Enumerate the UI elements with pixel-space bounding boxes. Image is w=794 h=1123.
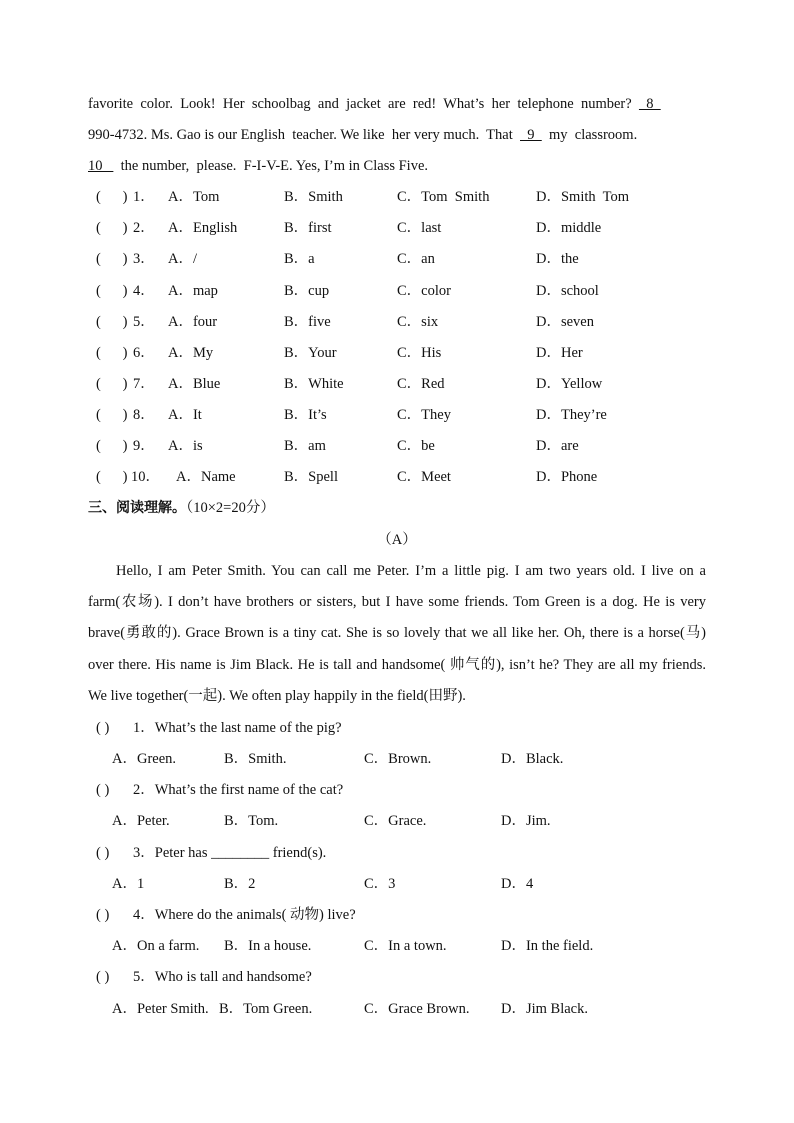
option-b: B．It’s <box>284 407 327 423</box>
option-a: A．four <box>168 314 218 330</box>
blank-9: 9 <box>520 127 542 143</box>
option-d: D．the <box>536 251 579 267</box>
question-text: 5．Who is tall and handsome? <box>133 969 312 985</box>
answer-options <box>112 875 712 893</box>
option-a: A．is <box>168 438 203 454</box>
answer-paren[interactable]: ( ) <box>96 907 110 923</box>
question-number: 8． <box>133 407 155 423</box>
cloze-question-row <box>88 313 708 331</box>
cloze-question-row <box>88 188 708 206</box>
option-b: B．Your <box>284 345 337 361</box>
option-c: C．last <box>397 220 442 236</box>
option-d: D．Yellow <box>536 376 603 392</box>
option-a: A．It <box>168 407 202 423</box>
answer-options <box>112 1000 712 1018</box>
option-c: C．be <box>397 438 435 454</box>
question-number: 10． <box>131 469 160 485</box>
answer-paren[interactable]: ( ) <box>96 376 128 392</box>
section-heading <box>88 499 275 517</box>
option-d: D．Smith Tom <box>536 189 629 205</box>
question-number: 7． <box>133 376 155 392</box>
option-a: A．Green. <box>112 751 177 767</box>
option-a: A．English <box>168 220 238 236</box>
blank-8: 8 <box>638 96 661 112</box>
passage-label: （A） <box>377 532 417 548</box>
option-b: B．Tom Green. <box>219 1001 313 1017</box>
option-b: B．am <box>284 438 326 454</box>
cloze-question-row <box>88 219 708 237</box>
option-d: D．4 <box>501 876 534 892</box>
answer-options <box>112 937 712 955</box>
blank-10: 10 <box>88 158 114 174</box>
option-b: B．Smith <box>284 189 343 205</box>
answer-paren[interactable]: ( ) <box>96 782 110 798</box>
option-c: C．His <box>397 345 442 361</box>
cloze-question-row <box>88 406 708 424</box>
intro-line <box>88 126 637 144</box>
question-text: 1．What’s the last name of the pig? <box>133 720 342 736</box>
option-a: A．1 <box>112 876 145 892</box>
option-b: B．a <box>284 251 315 267</box>
option-a: A．Tom <box>168 189 220 205</box>
answer-paren[interactable]: ( ) <box>96 345 128 361</box>
passage-text: Hello, I am Peter Smith. You can call me Peter. I’m a little pig. I am two years old. I live on a farm(农场). I don’t have brothers or sisters, but I have some friends. Tom Green is a dog. He is very brave(勇敢的). Grace Brown is a tiny cat. She is so lovely that we all like her. Oh, there is a horse(马) over there. His name is Jim Black. He is tall and handsome( 帅气的), isn’t he? They are all my friends. We live together(一起). We often play happily in the field(田野). <box>88 563 706 704</box>
cloze-question-row <box>88 468 708 486</box>
question-number: 1． <box>133 189 155 205</box>
intro-text: the number, please. F-I-V-E. Yes, I’m in Class Five. <box>113 158 429 174</box>
cloze-question-row <box>88 344 708 362</box>
option-a: A．Name <box>176 469 236 485</box>
intro-text: my classroom. <box>541 127 638 143</box>
option-d: D．middle <box>536 220 602 236</box>
intro-text: favorite color. Look! Her schoolbag and jacket are red! What’s her telephone number? <box>88 96 639 112</box>
question-number: 9． <box>133 438 155 454</box>
option-c: C．six <box>397 314 439 330</box>
option-d: D．In the field. <box>501 938 594 954</box>
option-d: D．They’re <box>536 407 607 423</box>
intro-line <box>88 95 661 113</box>
option-c: C．Tom Smith <box>397 189 490 205</box>
cloze-question-row <box>88 250 708 268</box>
question-number: 5． <box>133 314 155 330</box>
option-c: C．Grace. <box>364 813 427 829</box>
answer-paren[interactable]: ( ) <box>96 438 128 454</box>
option-b: B．Smith. <box>224 751 287 767</box>
option-c: C．Red <box>397 376 445 392</box>
option-a: A．map <box>168 283 218 299</box>
answer-paren[interactable]: ( ) <box>96 314 128 330</box>
option-b: B．In a house. <box>224 938 312 954</box>
option-d: D．Jim. <box>501 813 551 829</box>
option-b: B．first <box>284 220 332 236</box>
section-score: （10×2=20分） <box>186 500 275 516</box>
option-b: B．White <box>284 376 344 392</box>
answer-paren[interactable]: ( ) <box>96 969 110 985</box>
option-c: C．color <box>397 283 451 299</box>
option-b: B．five <box>284 314 331 330</box>
question-number: 3． <box>133 251 155 267</box>
answer-paren[interactable]: ( ) <box>96 283 128 299</box>
answer-options <box>112 812 712 830</box>
intro-text: 990-4732. Ms. Gao is our English teacher. We like her very much. That <box>88 127 520 143</box>
option-d: D．school <box>536 283 599 299</box>
option-b: B．Tom. <box>224 813 279 829</box>
option-b: B．Spell <box>284 469 338 485</box>
answer-paren[interactable]: ( ) <box>96 720 110 736</box>
option-d: D．Jim Black. <box>501 1001 588 1017</box>
option-a: A．Peter Smith. <box>112 1001 209 1017</box>
option-d: D．Phone <box>536 469 598 485</box>
option-b: B．cup <box>284 283 330 299</box>
question-text: 4．Where do the animals( 动物) live? <box>133 907 356 923</box>
option-d: D．seven <box>536 314 594 330</box>
question-number: 2． <box>133 220 155 236</box>
option-d: D．Her <box>536 345 583 361</box>
answer-paren[interactable]: ( ) <box>96 845 110 861</box>
answer-paren[interactable]: ( ) <box>96 189 128 205</box>
reading-passage <box>88 556 706 712</box>
section-title: 三、阅读理解。 <box>88 500 186 516</box>
option-a: A．Peter. <box>112 813 170 829</box>
option-a: A．On a farm. <box>112 938 200 954</box>
question-number: 6． <box>133 345 155 361</box>
option-c: C．Meet <box>397 469 451 485</box>
answer-paren[interactable]: ( ) <box>96 251 128 267</box>
answer-paren[interactable]: ( ) <box>96 469 128 485</box>
question-text: 2．What’s the first name of the cat? <box>133 782 344 798</box>
answer-options <box>112 750 712 768</box>
option-c: C．an <box>397 251 435 267</box>
option-c: C．In a town. <box>364 938 447 954</box>
option-d: D．are <box>536 438 579 454</box>
question-text: 3．Peter has ________ friend(s). <box>133 845 327 861</box>
option-a: A．My <box>168 345 214 361</box>
cloze-question-row <box>88 437 708 455</box>
option-a: A．/ <box>168 251 197 267</box>
option-d: D．Black. <box>501 751 564 767</box>
option-a: A．Blue <box>168 376 221 392</box>
option-c: C．Brown. <box>364 751 432 767</box>
cloze-question-row <box>88 375 708 393</box>
option-c: C．Grace Brown. <box>364 1001 470 1017</box>
option-c: C．3 <box>364 876 396 892</box>
option-b: B．2 <box>224 876 256 892</box>
intro-line <box>88 157 428 175</box>
answer-paren[interactable]: ( ) <box>96 407 128 423</box>
question-number: 4． <box>133 283 155 299</box>
option-c: C．They <box>397 407 451 423</box>
answer-paren[interactable]: ( ) <box>96 220 128 236</box>
cloze-question-row <box>88 282 708 300</box>
